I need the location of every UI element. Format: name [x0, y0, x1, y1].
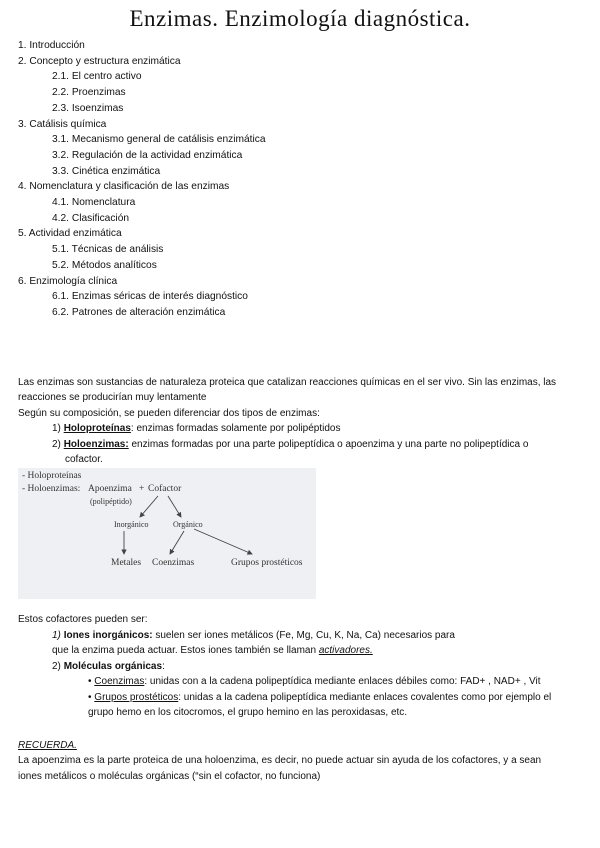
- enzyme-type-2-num: 2): [52, 439, 61, 450]
- diagram-cofactor: Cofactor: [148, 484, 182, 494]
- toc-item: [18, 179, 229, 195]
- toc-item-number: 4.1.: [52, 197, 69, 208]
- cofactor-type-1: [52, 628, 455, 644]
- toc-item-number: 2.1.: [52, 71, 69, 83]
- enzyme-type-1-num: 1): [52, 423, 61, 434]
- toc-item-number: 5.1.: [52, 244, 69, 256]
- toc-item: [52, 258, 157, 274]
- toc-item: [18, 274, 117, 290]
- toc-item-label: Mecanismo general de catálisis enzimática: [71, 134, 266, 146]
- toc-item-label: El centro activo: [71, 71, 142, 83]
- toc-item-label: Enzimología clínica: [29, 275, 118, 287]
- diagram-organico: Orgánico: [173, 520, 203, 529]
- enzyme-type-2-text: enzimas formadas por una parte polipeptídica o apoenzima y una parte no polipeptídica o: [128, 439, 529, 450]
- toc-item-label: Nomenclatura y clasificación de las enzimas: [29, 181, 230, 193]
- bullet-grupos-prosteticos: [88, 690, 551, 706]
- bullet-icon: •: [88, 692, 92, 703]
- toc-item-number: 6.2.: [52, 306, 69, 318]
- coenzimas-text: : unidas con a la cadena polipeptídica mediante enlaces débiles como: FAD+ , NAD+ , Vit: [144, 676, 541, 687]
- toc-item: [52, 289, 248, 305]
- toc-item-number: 4.: [18, 181, 27, 193]
- toc-item-label: Cinética enzimática: [71, 165, 161, 177]
- toc-item-number: 5.: [18, 228, 27, 240]
- toc-item-label: Métodos analíticos: [71, 259, 157, 271]
- activadores-term: activadores.: [318, 645, 373, 656]
- cofactors-intro: Estos cofactores pueden ser:: [18, 614, 148, 625]
- toc-item-number: 3.3.: [52, 165, 69, 177]
- bullet-icon: •: [88, 676, 92, 687]
- toc-item: [52, 242, 163, 258]
- intro-line-2: reacciones se producirían muy lentamente: [18, 392, 207, 403]
- cofactor-type-2-num: 2): [52, 661, 61, 672]
- toc-item: [18, 38, 85, 54]
- toc-item: [52, 69, 142, 85]
- toc-item: [52, 195, 135, 211]
- grupos-prosteticos-text: : unidas a la cadena polipeptídica mediante enlaces covalentes como por ejemplo el: [178, 692, 552, 703]
- toc-item: [52, 305, 225, 321]
- grupos-prosteticos-cont: grupo hemo en los citocromos, el grupo hemino en las peroxidasas, etc.: [88, 707, 408, 718]
- toc-item-number: 5.2.: [52, 259, 69, 271]
- diagram-grupos-prosteticos: Grupos prostéticos: [231, 558, 303, 568]
- toc-item: [18, 226, 122, 242]
- toc-item-label: Proenzimas: [71, 87, 126, 99]
- document-title: Enzimas. Enzimología diagnóstica.: [129, 6, 471, 31]
- diagram-holoproteinas: - Holoproteínas: [22, 471, 82, 481]
- diagram-arrows: [18, 468, 316, 574]
- cofactor-type-1-cont-text: que la enzima pueda actuar. Estos iones también se llaman: [52, 645, 319, 656]
- recuerda-label: RECUERDA.: [18, 740, 77, 751]
- diagram-apoenzima: Apoenzima: [88, 484, 132, 494]
- recuerda-line-1: La apoenzima es la parte proteica de una holoenzima, es decir, no puede actuar sin ayuda de los cofactores, y a sean: [18, 755, 542, 766]
- toc-item-label: Patrones de alteración enzimática: [71, 306, 226, 318]
- moleculas-organicas-term: Moléculas orgánicas: [63, 661, 163, 672]
- toc-item-label: Nomenclatura: [71, 197, 136, 208]
- intro-line-1: Las enzimas son sustancias de naturaleza proteica que catalizan reacciones químicas en el ser vivo. Sin las enzimas, las: [18, 377, 557, 388]
- toc-item: [52, 148, 242, 164]
- diagram-plus: +: [139, 484, 145, 494]
- toc-item-label: Catálisis química: [29, 118, 107, 130]
- toc-item-label: Actividad enzimática: [28, 228, 122, 240]
- toc-item-number: 1.: [18, 40, 27, 51]
- cofactor-type-2-colon: :: [162, 661, 165, 672]
- toc-item-number: 3.1.: [52, 134, 69, 146]
- toc-item: [18, 54, 181, 70]
- toc-item-number: 3.2.: [52, 149, 69, 161]
- toc-item-number: 2.3.: [52, 102, 69, 114]
- toc-item-label: Técnicas de análisis: [71, 244, 164, 256]
- diagram-polipeptido: (polipéptido): [90, 497, 132, 506]
- holoproteinas-term: Holoproteínas: [63, 423, 131, 434]
- toc-item-label: Introducción: [29, 40, 85, 51]
- toc-item-number: 2.: [18, 55, 27, 67]
- toc-item: [52, 85, 126, 101]
- toc-item: [52, 211, 129, 227]
- toc-item: [52, 164, 160, 180]
- toc-item: [52, 132, 266, 148]
- toc-item-label: Enzimas séricas de interés diagnóstico: [71, 291, 248, 303]
- toc-item-number: 6.: [18, 275, 27, 287]
- enzyme-classification-diagram: [18, 468, 316, 599]
- cofactor-type-2: [52, 659, 165, 675]
- toc-item: [18, 117, 106, 133]
- toc-item-number: 4.2.: [52, 212, 69, 224]
- bullet-coenzimas: [88, 674, 541, 690]
- toc-item-number: 2.2.: [52, 87, 69, 99]
- enzyme-type-2-cont: cofactor.: [65, 454, 103, 465]
- diagram-holoenzimas: - Holoenzimas:: [22, 484, 81, 494]
- cofactor-type-1-text: suelen ser iones metálicos (Fe, Mg, Cu, K, Na, Ca) necesarios para: [152, 630, 455, 641]
- grupos-prosteticos-term: Grupos prostéticos: [94, 692, 179, 703]
- holoenzimas-term: Holoenzimas:: [63, 439, 129, 450]
- iones-inorganicos-term: Iones inorgánicos:: [63, 630, 153, 641]
- coenzimas-term: Coenzimas: [94, 676, 145, 687]
- diagram-metales: Metales: [111, 558, 142, 568]
- toc-item-label: Clasificación: [71, 212, 130, 224]
- diagram-coenzimas: Coenzimas: [152, 558, 195, 568]
- toc-item-label: Concepto y estructura enzimática: [29, 55, 181, 67]
- cofactor-type-1-cont: [52, 643, 373, 659]
- toc-item-label: Regulación de la actividad enzimática: [71, 149, 243, 161]
- diagram-inorganico: Inorgánico: [114, 520, 149, 529]
- toc-item-number: 6.1.: [52, 291, 69, 303]
- enzyme-type-1: [52, 421, 340, 437]
- enzyme-type-1-text: : enzimas formadas solamente por polipéptidos: [130, 423, 341, 434]
- toc-item-label: Isoenzimas: [71, 102, 124, 114]
- cofactor-type-1-num: 1): [52, 630, 61, 641]
- enzyme-type-2: [52, 437, 528, 453]
- recuerda-line-2: iones metálicos o moléculas orgánicas (“sin el cofactor, no funciona): [18, 771, 321, 782]
- intro-line-3: Según su composición, se pueden diferenciar dos tipos de enzimas:: [18, 408, 320, 419]
- toc-item: [52, 101, 123, 117]
- toc-item-number: 3.: [18, 118, 27, 130]
